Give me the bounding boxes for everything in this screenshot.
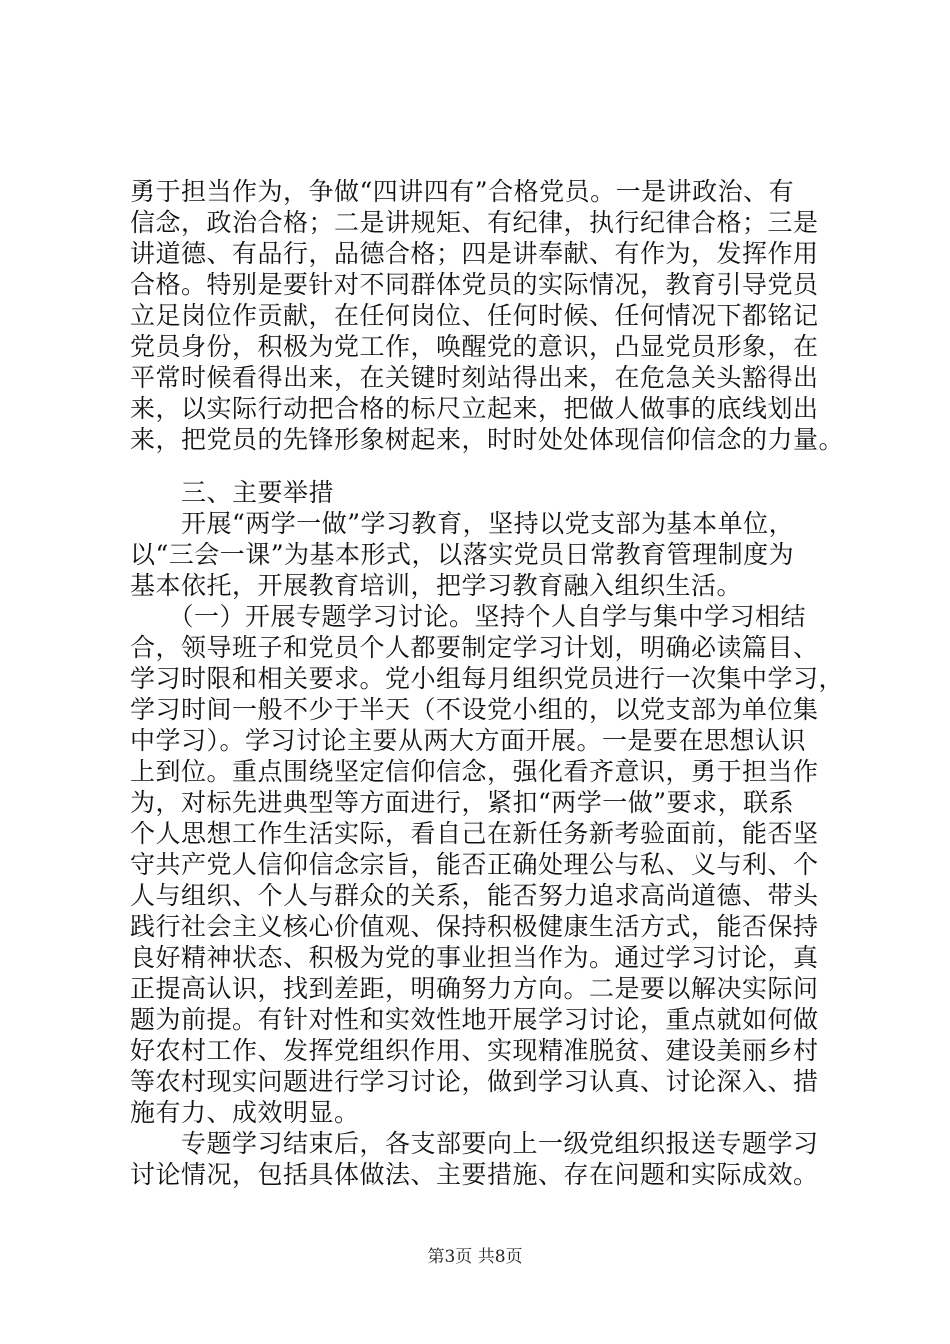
text-line: 践行社会主义核心价值观、保持积极健康生活方式，能否保持	[130, 912, 819, 941]
text-line: 勇于担当作为，争做“四讲四有”合格党员。一是讲政治、有	[130, 177, 795, 206]
text-line: 守共产党人信仰信念宗旨，能否正确处理公与私、义与利、个	[130, 850, 819, 879]
text-line: 专题学习结束后，各支部要向上一级党组织报送专题学习	[130, 1129, 819, 1158]
text-line: 为，对标先进典型等方面进行，紧扣“两学一做”要求，联系	[130, 788, 795, 817]
text-line: 合，领导班子和党员个人都要制定学习计划，明确必读篇目、	[130, 633, 819, 662]
text-line: 党员身份，积极为党工作，唤醒党的意识，凸显党员形象，在	[130, 332, 819, 361]
text-line: 中学习）。学习讨论主要从两大方面开展。一是要在思想认识	[130, 726, 807, 755]
text-line: 讨论情况，包括具体做法、主要措施、存在问题和实际成效。	[130, 1160, 819, 1189]
text-line: 个人思想工作生活实际，看自己在新任务新考验面前，能否坚	[130, 819, 819, 848]
text-line: 学习时限和相关要求。党小组每月组织党员进行一次集中学习，	[130, 664, 845, 693]
text-line: 以“三会一课”为基本形式，以落实党员日常教育管理制度为	[130, 540, 795, 569]
text-line: 等农村现实问题进行学习讨论，做到学习认真、讨论深入、措	[130, 1067, 819, 1096]
text-line: 学习时间一般不少于半天（不设党小组的，以党支部为单位集	[130, 695, 819, 724]
text-line: 好农村工作、发挥党组织作用、实现精准脱贫、建设美丽乡村	[130, 1036, 819, 1065]
text-line: 正提高认识，找到差距，明确努力方向。二是要以解决实际问	[130, 974, 819, 1003]
text-line: 合格。特别是要针对不同群体党员的实际情况，教育引导党员	[130, 270, 819, 299]
text-line: 施有力、成效明显。	[130, 1098, 360, 1127]
text-line: 题为前提。有针对性和实效性地开展学习讨论，重点就如何做	[130, 1005, 819, 1034]
text-line: （一）开展专题学习讨论。坚持个人自学与集中学习相结	[130, 602, 807, 631]
text-line: 平常时候看得出来，在关键时刻站得出来，在危急关头豁得出	[130, 363, 819, 392]
text-line: 人与组织、个人与群众的关系，能否努力追求高尚道德、带头	[130, 881, 819, 910]
section-heading: 三、主要举措	[130, 478, 335, 507]
text-line: 开展“两学一做”学习教育，坚持以党支部为基本单位，	[130, 509, 795, 538]
text-line: 基本依托，开展教育培训，把学习教育融入组织生活。	[130, 571, 743, 600]
text-line: 讲道德、有品行，品德合格；四是讲奉献、有作为，发挥作用	[130, 239, 819, 268]
text-line: 立足岗位作贡献，在任何岗位、任何时候、任何情况下都铭记	[130, 301, 819, 330]
text-line: 来，以实际行动把合格的标尺立起来，把做人做事的底线划出	[130, 394, 819, 423]
text-line: 良好精神状态、积极为党的事业担当作为。通过学习讨论，真	[130, 943, 819, 972]
page-number-footer: 第3页 共8页	[427, 1247, 523, 1267]
text-line: 信念，政治合格；二是讲规矩、有纪律，执行纪律合格；三是	[130, 208, 819, 237]
text-line: 来，把党员的先锋形象树起来，时时处处体现信仰信念的力量。	[130, 425, 845, 454]
text-line: 上到位。重点围绕坚定信仰信念，强化看齐意识，勇于担当作	[130, 757, 819, 786]
